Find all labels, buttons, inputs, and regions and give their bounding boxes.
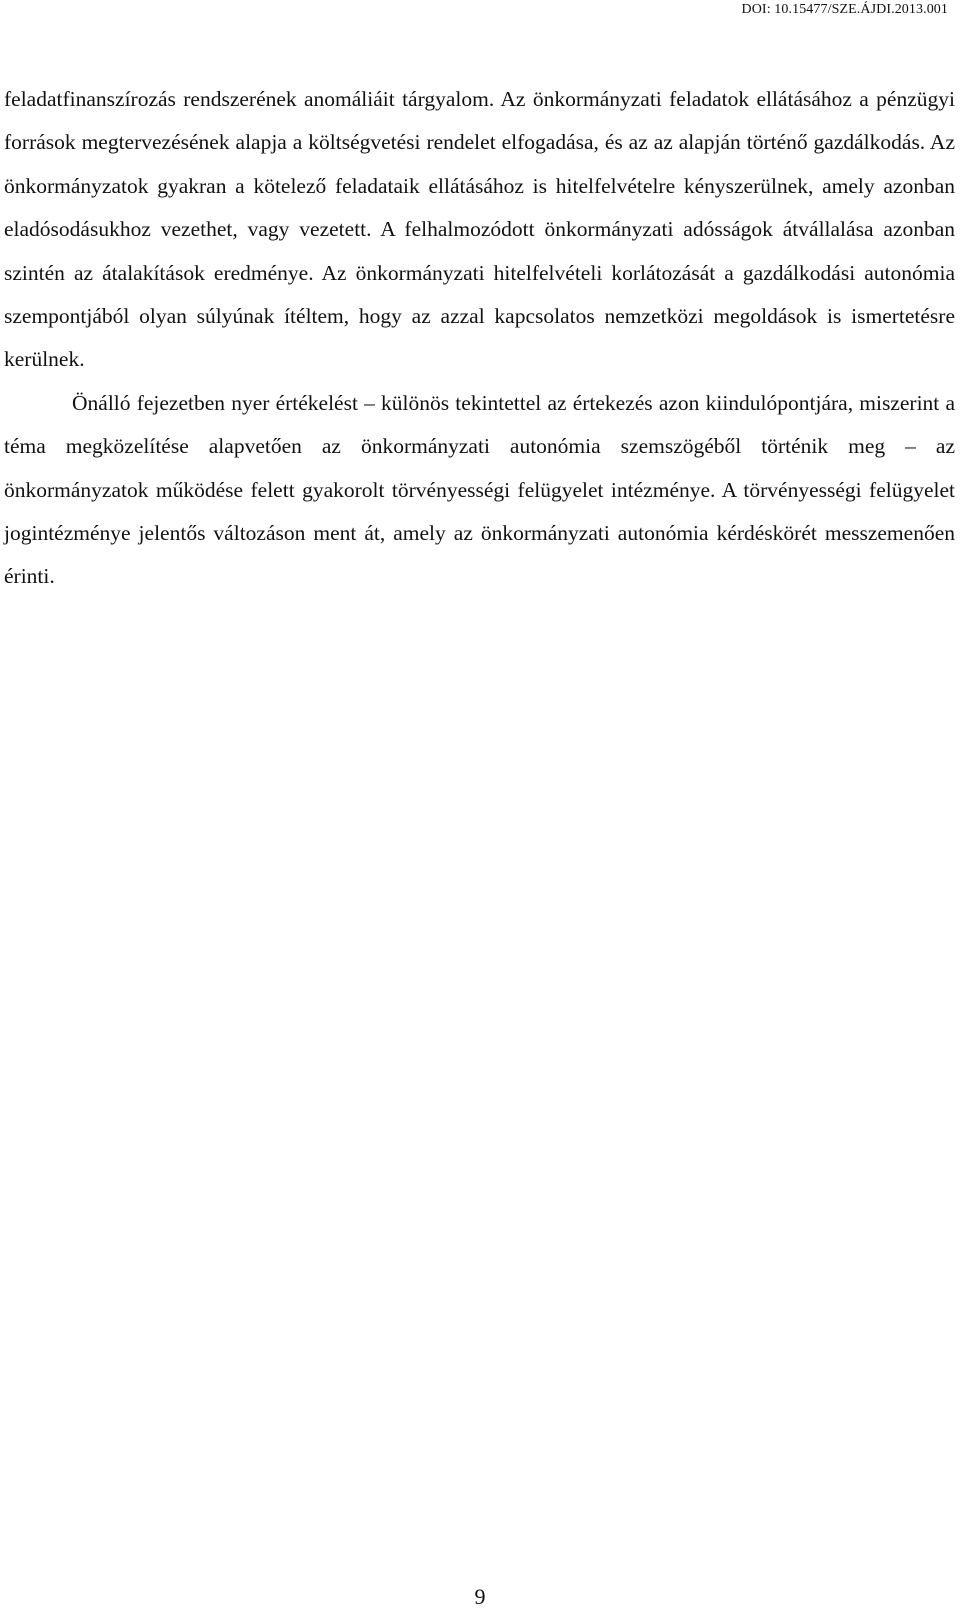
paragraph-continuation: feladatfinanszírozás rendszerének anomáliáit tárgyalom. Az önkormányzati feladatok ellátásához a pénzügyi források megtervezésének alapja a költségvetési rendelet elfogadása, és az az alapján történő gazdálkodás. Az önkormányzatok gyakran a kötelező feladataik ellátásához is hitelfelvételre kényszerülnek, amely azonban eladósodásukhoz vezethet, vagy vezetett. A felhalmozódott önkormányzati adósságok átvállalása azonban szintén az átalakítások eredménye. Az önkormányzati hitelfelvételi korlátozását a gazdálkodási autonómia szempontjából olyan súlyúnak ítéltem, hogy az azzal kapcsolatos nemzetközi megoldások is ismertetésre kerülnek. xyxy=(4,87,955,372)
doi-header: DOI: 10.15477/SZE.ÁJDI.2013.001 xyxy=(741,2,948,17)
document-body xyxy=(4,78,955,599)
paragraph-legality-supervision: Önálló fejezetben nyer értékelést – különös tekintettel az értekezés azon kiindulópontjára, miszerint a téma megközelítése alapvetően az önkormányzati autonómia szemszögéből történik meg – az önkormányzatok működése felett gyakorolt törvényességi felügyelet intézménye. A törvényességi felügyelet jogintézménye jelentős változáson ment át, amely az önkormányzati autonómia kérdéskörét messzemenően érinti. xyxy=(4,390,955,589)
page-number: 9 xyxy=(474,1584,486,1609)
